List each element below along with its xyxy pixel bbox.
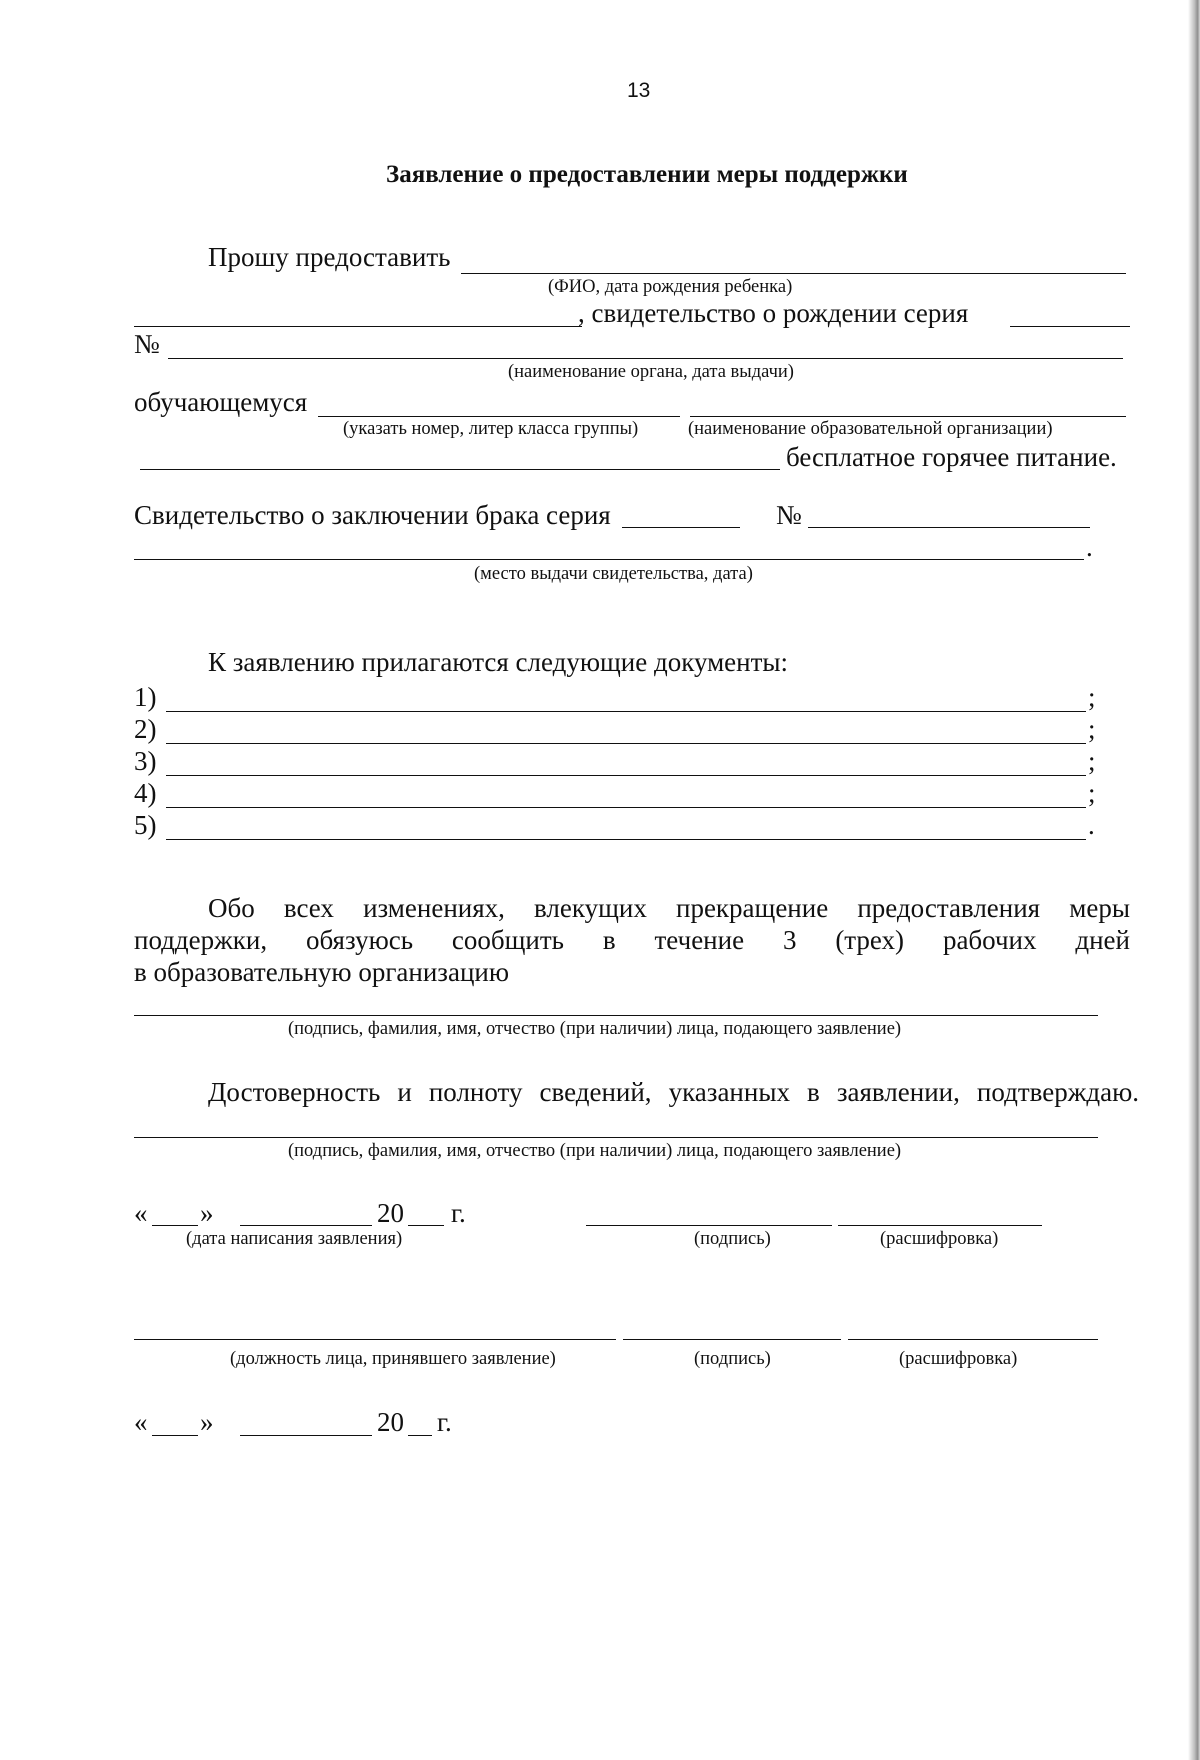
obligation-word: рабочих — [942, 925, 1037, 955]
applicant-decode-hint: (расшифровка) — [880, 1229, 999, 1249]
obligation-word: 3 — [782, 925, 797, 955]
organ-hint: (наименование органа, дата выдачи) — [508, 362, 794, 382]
organization-hint: (наименование образовательной организации) — [688, 419, 1053, 439]
page-number: 13 — [627, 79, 651, 102]
receiver-month-line[interactable] — [240, 1435, 372, 1436]
document-item-label: 5) — [134, 810, 157, 840]
obligation-word: течение — [654, 925, 745, 955]
document-item-label: 4) — [134, 778, 157, 808]
marriage-place-line[interactable] — [134, 559, 1084, 560]
confirmation-signature-hint: (подпись, фамилия, имя, отчество (при наличии) лица, подающего заявление) — [288, 1141, 902, 1161]
applicant-date-close-quote: » — [200, 1198, 214, 1228]
obligation-signature-line[interactable] — [134, 1015, 1098, 1016]
birth-cert-text: , свидетельство о рождении серия — [578, 298, 969, 328]
receiver-position-line[interactable] — [134, 1339, 616, 1340]
receiver-year-suffix: г. — [437, 1407, 452, 1437]
obligation-word: меры — [1069, 893, 1130, 923]
fio-continuation-line[interactable] — [134, 326, 582, 327]
applicant-date-open-quote: « — [134, 1198, 148, 1228]
applicant-signature-line[interactable] — [586, 1225, 832, 1226]
obligation-word: Обо — [208, 893, 255, 923]
obligation-word: предоставления — [857, 893, 1041, 923]
birth-cert-number-line[interactable] — [168, 358, 1123, 359]
obligation-line-2 — [134, 925, 1130, 956]
document-item-line[interactable] — [166, 807, 1086, 808]
class-hint: (указать номер, литер класса группы) — [343, 419, 639, 439]
obligation-word: влекущих — [534, 893, 647, 923]
document-item-label: 3) — [134, 746, 157, 776]
applicant-date-hint: (дата написания заявления) — [186, 1229, 403, 1249]
confirmation-word: заявлении, — [836, 1077, 960, 1107]
confirmation-word: подтверждаю. — [976, 1077, 1139, 1107]
class-field-line[interactable] — [318, 416, 680, 417]
request-prefix: Прошу предоставить — [208, 242, 451, 272]
receiver-decode-hint: (расшифровка) — [899, 1349, 1018, 1369]
applicant-signature-hint: (подпись) — [694, 1229, 771, 1249]
page-edge-shadow — [1188, 0, 1200, 1760]
document-item-line[interactable] — [166, 775, 1086, 776]
confirmation-word: полноту — [428, 1077, 523, 1107]
document-title: Заявление о предоставлении меры поддержки — [386, 161, 908, 188]
fio-hint: (ФИО, дата рождения ребенка) — [548, 277, 793, 297]
applicant-month-line[interactable] — [240, 1225, 372, 1226]
document-item-end: ; — [1088, 682, 1096, 712]
receiver-year-line[interactable] — [408, 1435, 432, 1436]
organization-field-line[interactable] — [690, 416, 1126, 417]
marriage-place-hint: (место выдачи свидетельства, дата) — [474, 564, 753, 584]
document-item-end: ; — [1088, 714, 1096, 744]
document-item-end: ; — [1088, 778, 1096, 808]
obligation-word: всех — [283, 893, 334, 923]
documents-intro: К заявлению прилагаются следующие документы: — [208, 647, 789, 677]
obligation-word: прекращение — [676, 893, 829, 923]
receiver-day-line[interactable] — [152, 1435, 198, 1436]
marriage-cert-label: Свидетельство о заключении брака серия — [134, 500, 611, 530]
receiver-date-open-quote: « — [134, 1407, 148, 1437]
obligation-word: дней — [1075, 925, 1130, 955]
obligation-line-1 — [208, 893, 1130, 924]
document-item-line[interactable] — [166, 711, 1086, 712]
obligation-word: в — [602, 925, 616, 955]
confirmation-word: и — [397, 1077, 412, 1107]
document-item-line[interactable] — [166, 839, 1086, 840]
document-item-label: 1) — [134, 682, 157, 712]
document-item-end: ; — [1088, 746, 1096, 776]
student-label: обучающемуся — [134, 387, 308, 417]
document-item-line[interactable] — [166, 743, 1086, 744]
confirmation-word: сведений, — [539, 1077, 652, 1107]
marriage-number-line[interactable] — [808, 527, 1090, 528]
meal-text: бесплатное горячее питание. — [786, 442, 1117, 472]
receiver-signature-line[interactable] — [623, 1339, 841, 1340]
obligation-line-3: в образовательную организацию — [134, 957, 510, 987]
applicant-day-line[interactable] — [152, 1225, 198, 1226]
marriage-end-mark: . — [1086, 532, 1093, 562]
receiver-signature-hint: (подпись) — [694, 1349, 771, 1369]
obligation-word: поддержки, — [134, 925, 268, 955]
obligation-signature-hint: (подпись, фамилия, имя, отчество (при наличии) лица, подающего заявление) — [288, 1019, 902, 1039]
confirmation-word: указанных — [668, 1077, 790, 1107]
confirmation-word: в — [807, 1077, 820, 1107]
receiver-position-hint: (должность лица, принявшего заявление) — [230, 1349, 556, 1369]
obligation-word: обязуюсь — [305, 925, 414, 955]
applicant-year-suffix: г. — [451, 1198, 466, 1228]
marriage-number-sign: № — [776, 500, 802, 530]
applicant-year-line[interactable] — [408, 1225, 444, 1226]
obligation-word: сообщить — [451, 925, 564, 955]
applicant-decode-line[interactable] — [838, 1225, 1042, 1226]
receiver-year-prefix: 20 — [377, 1407, 404, 1437]
fio-field-line[interactable] — [461, 273, 1126, 274]
confirmation-line — [208, 1077, 1139, 1108]
obligation-word: (трех) — [835, 925, 905, 955]
birth-cert-number-sign: № — [134, 329, 160, 359]
document-item-label: 2) — [134, 714, 157, 744]
birth-cert-series-line[interactable] — [1010, 326, 1130, 327]
marriage-series-line[interactable] — [622, 527, 740, 528]
obligation-word: изменениях, — [363, 893, 505, 923]
applicant-year-prefix: 20 — [377, 1198, 404, 1228]
confirmation-word: Достоверность — [208, 1077, 381, 1107]
organization-continuation-line[interactable] — [140, 469, 780, 470]
receiver-date-close-quote: » — [200, 1407, 214, 1437]
document-item-end: . — [1088, 810, 1095, 840]
confirmation-signature-line[interactable] — [134, 1137, 1098, 1138]
receiver-decode-line[interactable] — [848, 1339, 1098, 1340]
